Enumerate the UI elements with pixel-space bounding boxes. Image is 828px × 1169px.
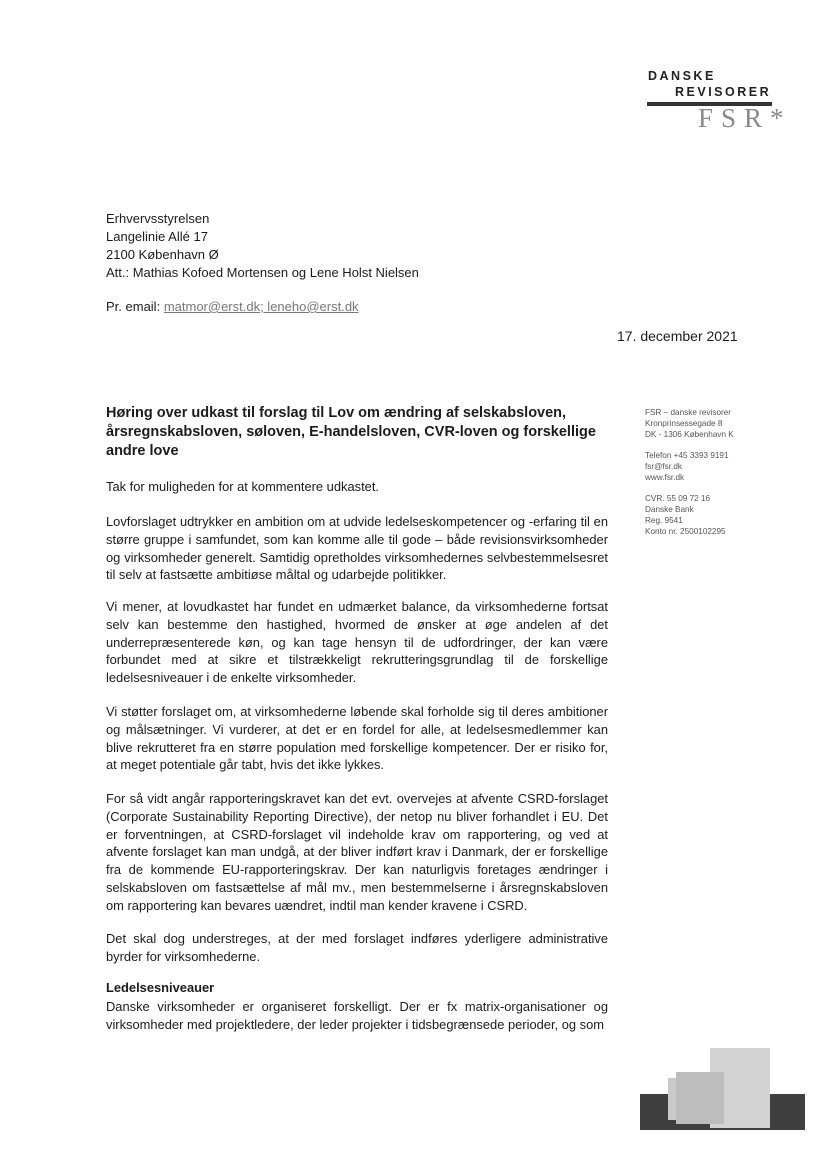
logo-text-revisorer: REVISORER bbox=[675, 85, 772, 99]
paragraph-balance: Vi mener, at lovudkastet har fundet en udmærket balance, da virksomhederne fortsat selv kan bestemme den hastighed, hvormed de ønsker at øge andelen af det underrepræsenterede køn, og kan tage hensyn til de udfordringer, der kan være forbundet med at sikre et tilstrækkeligt rekrutteringsgrundlag til de forskellige ledelsesniveauer i de enkelte virksomheder. bbox=[106, 599, 608, 686]
paragraph-ambition: Lovforslaget udtrykker en ambition om at udvide ledelseskompetencer og -erfaring til en større gruppe i samfundet, som kan komme alle til gode – både revisionsvirksomheder og virksomheder generelt. Samtidig opretholdes virksomhedernes selvbestemmelsesret til selv at fastsætte ambitiøse måltal og udarbejde politikker. bbox=[106, 514, 608, 583]
logo-text-danske: DANSKE bbox=[648, 69, 716, 83]
paragraph-intro: Tak for muligheden for at kommentere udkastet. bbox=[106, 479, 379, 494]
recipient-street: Langelinie Allé 17 bbox=[106, 229, 208, 244]
paragraph-support: Vi støtter forslaget om, at virksomhederne løbende skal forholde sig til deres ambitioner og målsætninger. Vi vurderer, at det er en fordel for alle, at ledelsesmedlemmer kan blive rekrutteret fra en større population med forskellige kompetencer. Der er risiko for, at meget potentiale går tabt, hvis det ikke lykkes. bbox=[106, 704, 608, 773]
sender-account: Konto nr. 2500102295 bbox=[645, 527, 726, 536]
email-label: Pr. email: bbox=[106, 299, 161, 314]
email-row bbox=[106, 299, 359, 314]
sender-phone: Telefon +45 3393 9191 bbox=[645, 451, 729, 460]
section-heading: Ledelsesniveauer bbox=[106, 980, 215, 995]
sender-name: FSR – danske revisorer bbox=[645, 408, 732, 417]
sender-city: DK - 1306 København K bbox=[645, 430, 734, 439]
email-links[interactable]: matmor@erst.dk; leneho@erst.dk bbox=[163, 299, 359, 314]
sender-street: Kronprinsessegade 8 bbox=[645, 419, 723, 428]
sender-cvr: CVR. 55 09 72 16 bbox=[645, 494, 711, 503]
letter-title: Høring over udkast til forslag til Lov om ændring af selskabsloven, årsregnskabsloven, søloven, E-handelsloven, CVR-loven og forskellige andre love bbox=[106, 405, 596, 459]
sender-reg: Reg. 9541 bbox=[645, 516, 683, 525]
recipient-att: Att.: Mathias Kofoed Mortensen og Lene Holst Nielsen bbox=[106, 265, 419, 280]
paragraph-reporting: For så vidt angår rapporteringskravet kan det evt. overvejes at afvente CSRD-forslaget (Corporate Sustainability Reporting Directive), der netop nu bliver forhandlet i EU. Det er forventningen, at CSRD-forslaget vil indeholde krav om rapportering, og ved at afvente forslaget kan man undgå, at der bliver indført krav i Danmark, der er forskellige fra de kommende EU-rapporteringskrav. Der kan naturligvis foretages ændringer i selskabsloven om fastsættelse af mål mv., men bestemmelserne i årsregnskabsloven om rapportering kan bevares uændret, indtil man kender kravene i CSRD. bbox=[106, 791, 608, 913]
footer-decor-block bbox=[676, 1072, 724, 1124]
letter-date: 17. december 2021 bbox=[617, 328, 738, 344]
section-text: Danske virksomheder er organiseret forskelligt. Der er fx matrix-organisationer og virksomheder med projektledere, der leder projekter i tidsbegrænsede perioder, og som bbox=[106, 999, 608, 1032]
fsr-logo-mark: FSR* bbox=[698, 103, 792, 133]
recipient-org: Erhvervsstyrelsen bbox=[106, 211, 210, 226]
paragraph-burden: Det skal dog understreges, at der med forslaget indføres yderligere administrative byrder for virksomhederne. bbox=[106, 931, 608, 964]
sender-web: www.fsr.dk bbox=[645, 473, 685, 482]
sender-email: fsr@fsr.dk bbox=[645, 462, 682, 471]
recipient-city: 2100 København Ø bbox=[106, 247, 219, 262]
sender-bank: Danske Bank bbox=[645, 505, 694, 514]
